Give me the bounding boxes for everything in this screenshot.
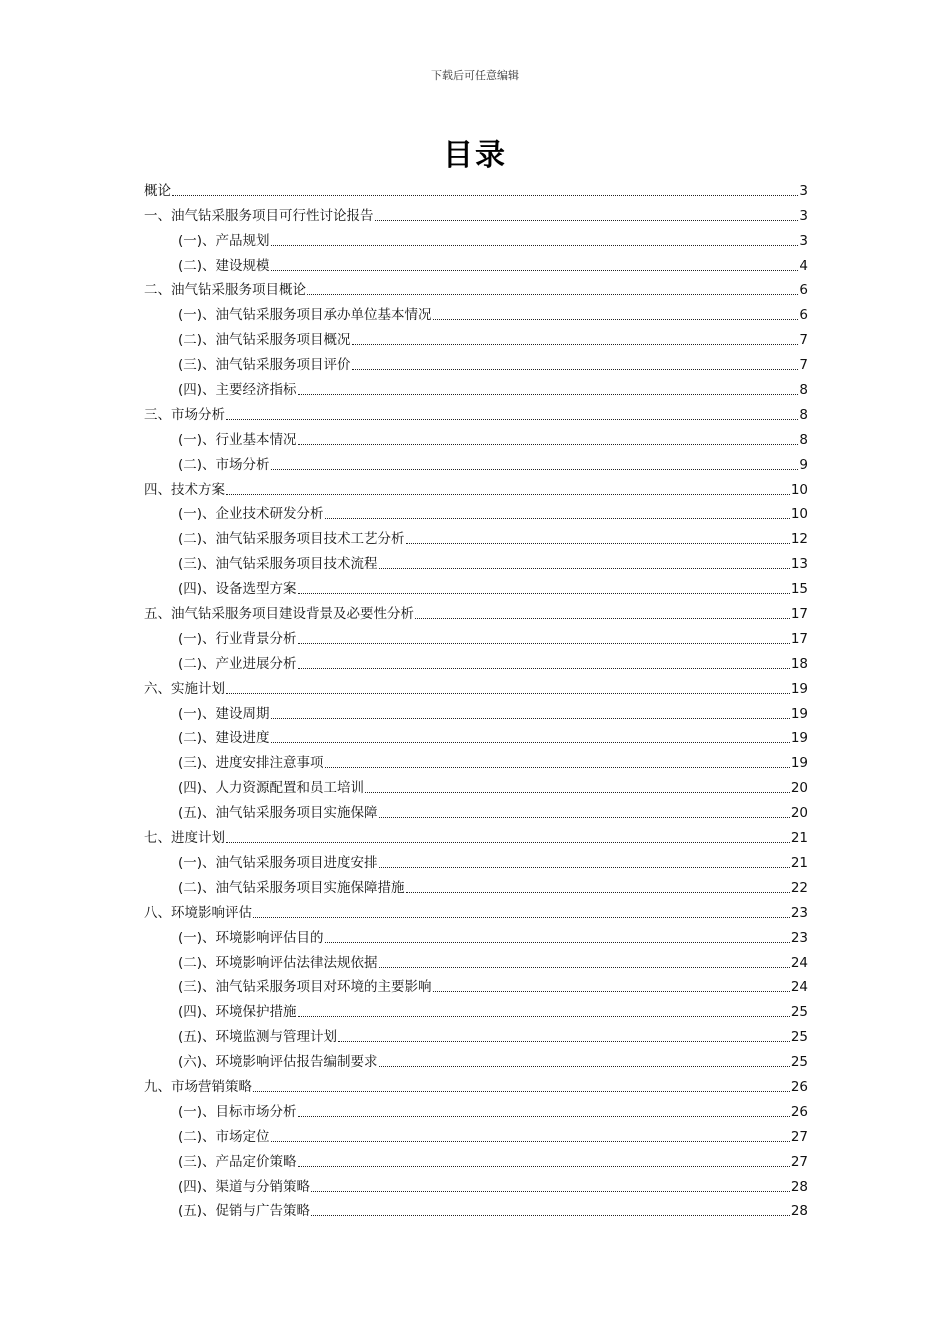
toc-page-number: 25	[790, 1054, 808, 1071]
toc-dot-leader	[271, 269, 799, 271]
toc-dot-leader	[298, 1115, 790, 1117]
toc-dot-leader	[226, 692, 790, 694]
toc-page-number: 9	[799, 456, 808, 473]
toc-page-number: 6	[799, 282, 808, 299]
page-header-note: 下载后可任意编辑	[431, 69, 519, 82]
toc-entry[interactable]	[144, 1072, 808, 1097]
toc-page-number: 3	[799, 207, 808, 224]
toc-subentry[interactable]	[144, 724, 808, 749]
toc-entry-label: (一)、目标市场分析	[178, 1103, 297, 1120]
toc-page-number: 20	[790, 805, 808, 822]
toc-entry-label: (三)、油气钻采服务项目评价	[178, 357, 351, 374]
toc-page-number: 22	[790, 879, 808, 896]
toc-dot-leader	[271, 741, 790, 743]
toc-page-number: 4	[799, 257, 808, 274]
toc-dot-leader	[253, 916, 790, 918]
toc-dot-leader	[433, 990, 790, 992]
toc-dot-leader	[379, 1065, 790, 1067]
toc-subentry[interactable]	[144, 1172, 808, 1197]
toc-entry[interactable]	[144, 674, 808, 699]
toc-dot-leader	[433, 318, 799, 320]
toc-dot-leader	[365, 791, 790, 793]
toc-subentry[interactable]	[144, 624, 808, 649]
toc-page-number: 8	[799, 431, 808, 448]
toc-dot-leader	[271, 244, 799, 246]
toc-page-number: 8	[799, 406, 808, 423]
toc-subentry[interactable]	[144, 500, 808, 525]
toc-entry-label: (二)、油气钻采服务项目概况	[178, 332, 351, 349]
toc-page-number: 26	[790, 1103, 808, 1120]
toc-dot-leader	[271, 717, 790, 719]
toc-entry-label: 三、市场分析	[144, 406, 225, 423]
toc-page-number: 25	[790, 1029, 808, 1046]
toc-subentry[interactable]	[144, 226, 808, 251]
toc-dot-leader	[226, 418, 798, 420]
toc-page-number: 7	[799, 332, 808, 349]
toc-entry-label: (四)、人力资源配置和员工培训	[178, 780, 365, 797]
toc-dot-leader	[352, 368, 799, 370]
toc-page-number: 17	[790, 606, 808, 623]
toc-entry-label: (二)、市场定位	[178, 1128, 270, 1145]
toc-entry-label: 六、实施计划	[144, 680, 225, 697]
toc-page-number: 18	[790, 655, 808, 672]
toc-subentry[interactable]	[144, 425, 808, 450]
toc-dot-leader	[271, 468, 799, 470]
toc-dot-leader	[298, 667, 790, 669]
toc-page-number: 7	[799, 357, 808, 374]
toc-dot-leader	[172, 194, 798, 196]
toc-subentry[interactable]	[144, 748, 808, 773]
toc-page-number: 8	[799, 382, 808, 399]
toc-page-number: 12	[790, 531, 808, 548]
toc-dot-leader	[352, 343, 799, 345]
toc-dot-leader	[271, 1140, 790, 1142]
toc-entry-label: (一)、企业技术研发分析	[178, 506, 324, 523]
toc-entry-label: (三)、进度安排注意事项	[178, 755, 324, 772]
toc-page-number: 3	[799, 232, 808, 249]
toc-subentry[interactable]	[144, 973, 808, 998]
toc-subentry[interactable]	[144, 923, 808, 948]
toc-subentry[interactable]	[144, 574, 808, 599]
toc-page-number: 19	[790, 680, 808, 697]
toc-subentry[interactable]	[144, 251, 808, 276]
toc-entry-label: 五、油气钻采服务项目建设背景及必要性分析	[144, 606, 414, 623]
toc-dot-leader	[298, 443, 799, 445]
toc-entry[interactable]	[144, 599, 808, 624]
toc-subentry[interactable]	[144, 699, 808, 724]
toc-entry-label: 九、市场营销策略	[144, 1078, 252, 1095]
toc-page-number: 23	[790, 929, 808, 946]
toc-page-number: 25	[790, 1004, 808, 1021]
toc-entry-label: (一)、产品规划	[178, 232, 270, 249]
toc-dot-leader	[311, 1190, 790, 1192]
toc-entry[interactable]	[144, 823, 808, 848]
toc-page-number: 3	[799, 182, 808, 199]
toc-dot-leader	[379, 866, 790, 868]
toc-dot-leader	[338, 1040, 790, 1042]
toc-subentry[interactable]	[144, 1197, 808, 1222]
toc-entry-label: 二、油气钻采服务项目概论	[144, 282, 306, 299]
toc-subentry[interactable]	[144, 848, 808, 873]
toc-subentry[interactable]	[144, 997, 808, 1022]
toc-subentry[interactable]	[144, 524, 808, 549]
toc-page-number: 15	[790, 581, 808, 598]
toc-dot-leader	[298, 1015, 790, 1017]
toc-page-number: 21	[790, 830, 808, 847]
toc-entry-label: (二)、建设规模	[178, 257, 270, 274]
toc-entry[interactable]	[144, 201, 808, 226]
toc-page-number: 23	[790, 904, 808, 921]
toc-entry[interactable]	[144, 276, 808, 301]
toc-subentry[interactable]	[144, 798, 808, 823]
table-of-contents	[144, 176, 808, 1221]
toc-page-number: 27	[790, 1153, 808, 1170]
toc-entry-label: (一)、环境影响评估目的	[178, 929, 324, 946]
toc-dot-leader	[406, 542, 790, 544]
toc-page-number: 10	[790, 481, 808, 498]
toc-subentry[interactable]	[144, 1097, 808, 1122]
toc-subentry[interactable]	[144, 325, 808, 350]
toc-page-number: 13	[790, 556, 808, 573]
toc-page-number: 28	[790, 1178, 808, 1195]
toc-page-number: 19	[790, 755, 808, 772]
toc-dot-leader	[375, 219, 799, 221]
toc-page-number: 27	[790, 1128, 808, 1145]
toc-page-number: 20	[790, 780, 808, 797]
toc-page-number: 6	[799, 307, 808, 324]
toc-entry-label: (三)、油气钻采服务项目技术流程	[178, 556, 378, 573]
toc-dot-leader	[379, 966, 790, 968]
toc-entry[interactable]	[144, 475, 808, 500]
toc-dot-leader	[406, 891, 790, 893]
toc-page-number: 24	[790, 979, 808, 996]
toc-entry-label: (三)、油气钻采服务项目对环境的主要影响	[178, 979, 432, 996]
toc-page-number: 28	[790, 1203, 808, 1220]
toc-subentry[interactable]	[144, 773, 808, 798]
toc-entry-label: (五)、促销与广告策略	[178, 1203, 311, 1220]
toc-dot-leader	[379, 567, 790, 569]
toc-entry-label: (四)、渠道与分销策略	[178, 1178, 311, 1195]
toc-page-number: 24	[790, 954, 808, 971]
toc-page-number: 17	[790, 630, 808, 647]
toc-entry-label: (五)、环境监测与管理计划	[178, 1029, 338, 1046]
toc-subentry[interactable]	[144, 300, 808, 325]
toc-dot-leader	[298, 592, 790, 594]
toc-subentry[interactable]	[144, 1147, 808, 1172]
toc-subentry[interactable]	[144, 1122, 808, 1147]
toc-entry-label: (六)、环境影响评估报告编制要求	[178, 1054, 378, 1071]
toc-entry-label: (四)、主要经济指标	[178, 382, 297, 399]
toc-entry[interactable]	[144, 176, 808, 201]
toc-dot-leader	[253, 1090, 790, 1092]
toc-entry-label: (二)、油气钻采服务项目技术工艺分析	[178, 531, 405, 548]
toc-page-number: 19	[790, 730, 808, 747]
toc-dot-leader	[307, 293, 798, 295]
toc-entry-label: 八、环境影响评估	[144, 904, 252, 921]
toc-dot-leader	[325, 766, 790, 768]
toc-subentry[interactable]	[144, 873, 808, 898]
toc-entry-label: 七、进度计划	[144, 830, 225, 847]
toc-subentry[interactable]	[144, 649, 808, 674]
toc-entry-label: 概论	[144, 182, 171, 199]
toc-entry-label: (一)、油气钻采服务项目进度安排	[178, 854, 378, 871]
toc-dot-leader	[298, 642, 790, 644]
toc-entry-label: (二)、油气钻采服务项目实施保障措施	[178, 879, 405, 896]
toc-subentry[interactable]	[144, 1047, 808, 1072]
toc-entry-label: (一)、油气钻采服务项目承办单位基本情况	[178, 307, 432, 324]
toc-dot-leader	[311, 1214, 790, 1216]
toc-entry[interactable]	[144, 898, 808, 923]
toc-entry-label: (二)、产业进展分析	[178, 655, 297, 672]
toc-page-number: 26	[790, 1078, 808, 1095]
toc-entry-label: (二)、市场分析	[178, 456, 270, 473]
toc-entry-label: (二)、建设进度	[178, 730, 270, 747]
toc-entry-label: (四)、设备选型方案	[178, 581, 297, 598]
toc-entry-label: 一、油气钻采服务项目可行性讨论报告	[144, 207, 374, 224]
toc-subentry[interactable]	[144, 350, 808, 375]
toc-subentry[interactable]	[144, 450, 808, 475]
toc-entry-label: 四、技术方案	[144, 481, 225, 498]
toc-entry-label: (二)、环境影响评估法律法规依据	[178, 954, 378, 971]
toc-dot-leader	[415, 617, 790, 619]
toc-page-number: 10	[790, 506, 808, 523]
toc-subentry[interactable]	[144, 1022, 808, 1047]
toc-dot-leader	[325, 517, 790, 519]
toc-dot-leader	[379, 816, 790, 818]
toc-entry-label: (四)、环境保护措施	[178, 1004, 297, 1021]
toc-entry[interactable]	[144, 400, 808, 425]
toc-page-number: 19	[790, 705, 808, 722]
toc-entry-label: (五)、油气钻采服务项目实施保障	[178, 805, 378, 822]
toc-dot-leader	[226, 841, 790, 843]
toc-subentry[interactable]	[144, 375, 808, 400]
toc-subentry[interactable]	[144, 948, 808, 973]
toc-entry-label: (一)、行业背景分析	[178, 630, 297, 647]
toc-dot-leader	[325, 941, 790, 943]
toc-dot-leader	[226, 493, 790, 495]
toc-dot-leader	[298, 393, 799, 395]
toc-subentry[interactable]	[144, 549, 808, 574]
toc-entry-label: (三)、产品定价策略	[178, 1153, 297, 1170]
toc-entry-label: (一)、行业基本情况	[178, 431, 297, 448]
toc-entry-label: (一)、建设周期	[178, 705, 270, 722]
toc-title: 目录	[443, 138, 507, 173]
toc-page-number: 21	[790, 854, 808, 871]
toc-dot-leader	[298, 1165, 790, 1167]
